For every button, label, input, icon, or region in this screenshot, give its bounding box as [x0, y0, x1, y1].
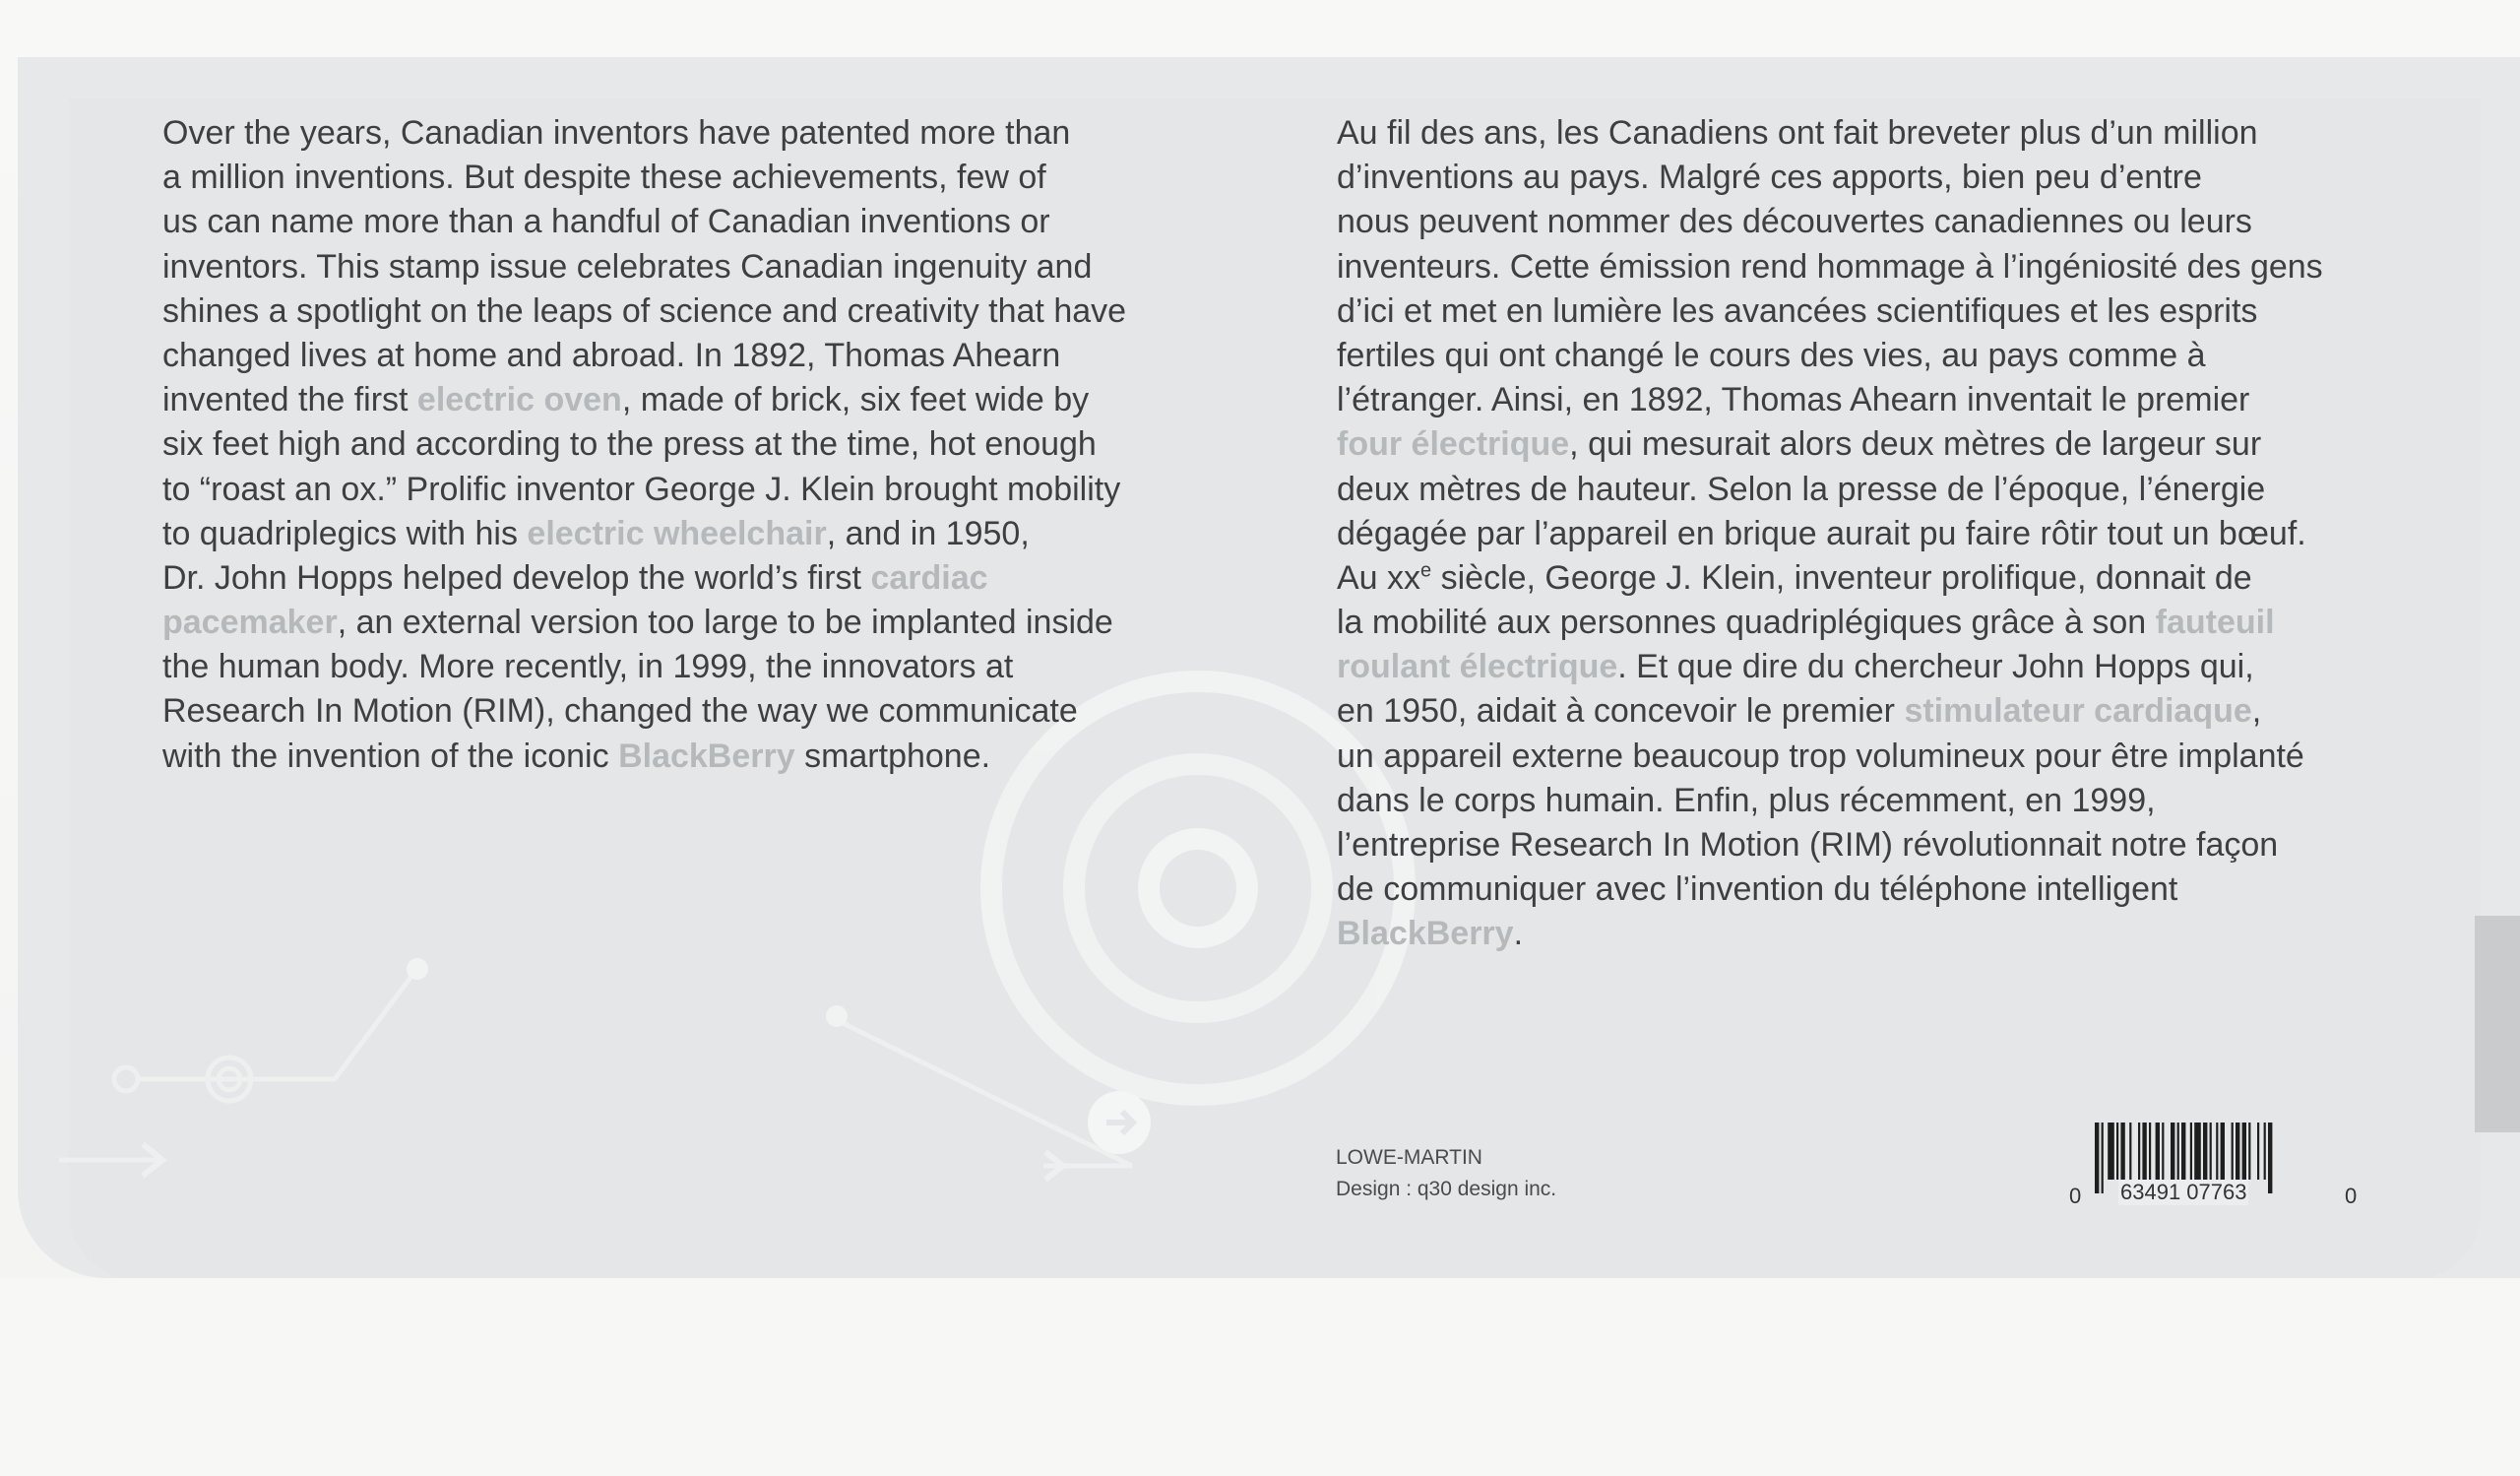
barcode-bar — [2181, 1123, 2185, 1180]
text-segment: Dr. John Hopps helped develop the world’s first — [162, 558, 871, 597]
text-segment: , — [2251, 692, 2262, 731]
highlighted-term: BlackBerry — [1337, 915, 1514, 953]
text-segment: dans le corps humain. Enfin, plus récemment, en 1999, — [1337, 781, 2156, 819]
french-line — [1337, 867, 2323, 912]
barcode-bar — [2156, 1123, 2160, 1180]
barcode-bar — [2177, 1123, 2179, 1180]
text-segment: la mobilité aux personnes quadriplégiques grâce à son — [1337, 604, 2156, 642]
barcode-bar — [2108, 1123, 2114, 1180]
circuit-node-icon — [407, 958, 428, 980]
barcode-bar — [2102, 1123, 2104, 1193]
text-segment: invented the first — [162, 381, 417, 419]
barcode-bar — [2221, 1123, 2225, 1180]
barcode-bar — [2149, 1123, 2151, 1180]
french-line — [1337, 601, 2323, 645]
barcode-right-digit: 0 — [2345, 1184, 2358, 1208]
barcode-bar — [2248, 1123, 2250, 1180]
french-line — [1337, 245, 2323, 289]
english-line — [162, 378, 1126, 422]
barcode-bar — [2171, 1123, 2174, 1180]
highlighted-term: BlackBerry — [618, 737, 795, 775]
french-line — [1337, 735, 2323, 779]
text-segment: , and in 1950, — [826, 514, 1030, 552]
french-line — [1337, 689, 2323, 734]
barcode-bar — [2142, 1123, 2146, 1180]
highlighted-term: four électrique — [1337, 425, 1570, 464]
english-line — [162, 689, 1126, 734]
barcode-bar — [2129, 1123, 2131, 1180]
text-segment: changed lives at home and abroad. In 1892, Thomas Ahearn — [162, 336, 1061, 374]
highlighted-term: fauteuil — [2155, 604, 2275, 642]
text-segment: en 1950, aidait à concevoir le premier — [1337, 692, 1905, 731]
french-line — [1337, 111, 2323, 156]
barcode-bar — [2138, 1123, 2140, 1180]
barcode — [2067, 1123, 2358, 1211]
text-segment: the human body. More recently, in 1999, the innovators at — [162, 648, 1014, 686]
barcode-bar — [2242, 1123, 2246, 1180]
barcode-bar — [2116, 1123, 2118, 1180]
english-line — [162, 468, 1126, 512]
text-segment: to “roast an ox.” Prolific inventor George J. Klein brought mobility — [162, 470, 1121, 508]
text-segment: six feet high and according to the press at the time, hot enough — [162, 425, 1097, 464]
printer-credit: LOWE-MARTIN — [1336, 1146, 1482, 1169]
circuit-line — [138, 971, 415, 1079]
french-line — [1337, 556, 2323, 601]
text-segment: l’étranger. Ainsi, en 1892, Thomas Ahearn inventait le premier — [1337, 381, 2250, 419]
barcode-bar — [2210, 1123, 2212, 1180]
french-line — [1337, 334, 2323, 378]
text-segment: with the invention of the iconic — [162, 737, 619, 775]
text-segment: Au xx — [1337, 558, 1421, 597]
english-line — [162, 512, 1126, 556]
french-line — [1337, 645, 2323, 689]
text-segment: shines a spotlight on the leaps of science and creativity that have — [162, 291, 1127, 330]
english-line — [162, 334, 1126, 378]
target-ring-inner — [1149, 839, 1247, 937]
english-line — [162, 556, 1126, 601]
text-segment: , qui mesurait alors deux mètres de largeur sur — [1569, 425, 2262, 464]
text-segment: . — [1513, 915, 1524, 953]
french-line — [1337, 779, 2323, 823]
french-line — [1337, 823, 2323, 867]
text-segment: deux mètres de hauteur. Selon la presse de l’époque, l’énergie — [1337, 470, 2266, 508]
highlighted-term: stimulateur cardiaque — [1904, 692, 2252, 731]
english-line — [162, 245, 1126, 289]
text-segment: siècle, George J. Klein, inventeur prolifique, donnait de — [1431, 558, 2252, 597]
text-segment: , an external version too large to be implanted inside — [337, 604, 1113, 642]
french-line — [1337, 468, 2323, 512]
french-line — [1337, 289, 2323, 334]
english-line — [162, 422, 1126, 467]
text-segment: , made of brick, six feet wide by — [621, 381, 1090, 419]
text-segment: Au fil des ans, les Canadiens ont fait breveter plus d’un million — [1337, 114, 2258, 152]
english-line — [162, 156, 1126, 200]
barcode-bar — [2257, 1123, 2259, 1180]
text-segment: l’entreprise Research In Motion (RIM) révolutionnait notre façon — [1337, 826, 2279, 864]
circuit-node-icon — [114, 1067, 138, 1091]
text-segment: Over the years, Canadian inventors have patented more than — [162, 114, 1071, 152]
highlighted-term: electric wheelchair — [527, 514, 827, 552]
barcode-bar — [2216, 1123, 2218, 1180]
french-line — [1337, 200, 2323, 244]
barcode-bar — [2194, 1123, 2201, 1180]
text-segment: de communiquer avec l’invention du téléphone intelligent — [1337, 870, 2178, 909]
barcode-bar — [2120, 1123, 2124, 1180]
text-segment: smartphone. — [794, 737, 991, 775]
barcode-bar — [2162, 1123, 2164, 1180]
circuit-line — [837, 1020, 1132, 1166]
text-segment: fertiles qui ont changé le cours des vies, au pays comme à — [1337, 336, 2206, 374]
barcode-bar — [2264, 1123, 2266, 1180]
french-line — [1337, 512, 2323, 556]
text-segment: dégagée par l’appareil en brique aurait pu faire rôtir tout un bœuf. — [1337, 514, 2306, 552]
credits — [1336, 1142, 1556, 1205]
english-line — [162, 200, 1126, 244]
barcode-bar — [2203, 1123, 2207, 1180]
text-segment: d’ici et met en lumière les avancées scientifiques et les esprits — [1337, 291, 2258, 330]
text-segment: inventors. This stamp issue celebrates Canadian ingenuity and — [162, 247, 1093, 286]
highlighted-term: pacemaker — [162, 604, 338, 642]
text-segment: d’inventions au pays. Malgré ces apports, bien peu d’entre — [1337, 159, 2202, 197]
english-line — [162, 735, 1126, 779]
english-line — [162, 645, 1126, 689]
french-line — [1337, 912, 2323, 956]
english-line — [162, 289, 1126, 334]
text-segment: e — [1420, 559, 1432, 582]
barcode-bar — [2268, 1123, 2272, 1193]
target-ring-middle — [1074, 764, 1322, 1012]
text-segment: us can name more than a handful of Canadian inventions or — [162, 203, 1050, 241]
design-credit: Design : q30 design inc. — [1336, 1178, 1557, 1200]
text-segment: un appareil externe beaucoup trop volumineux pour être implanté — [1337, 737, 2304, 775]
text-segment: . Et que dire du chercheur John Hopps qui, — [1617, 648, 2254, 686]
english-line — [162, 111, 1126, 156]
text-segment: to quadriplegics with his — [162, 514, 528, 552]
barcode-bar — [2232, 1123, 2234, 1180]
french-line — [1337, 422, 2323, 467]
barcode-left-digit: 0 — [2069, 1184, 2082, 1208]
barcode-bar — [2236, 1123, 2239, 1180]
barcode-digits: 63491 07763 — [2120, 1180, 2247, 1204]
highlighted-term: roulant électrique — [1337, 648, 1618, 686]
french-text-block — [1337, 111, 2323, 957]
text-segment: Research In Motion (RIM), changed the way we communicate — [162, 692, 1078, 731]
text-segment: nous peuvent nommer des découvertes canadiennes ou leurs — [1337, 203, 2252, 241]
english-text-block — [162, 111, 1126, 779]
french-line — [1337, 378, 2323, 422]
text-segment: a million inventions. But despite these achievements, few of — [162, 159, 1046, 197]
french-line — [1337, 156, 2323, 200]
highlighted-term: electric oven — [416, 381, 622, 419]
english-line — [162, 601, 1126, 645]
barcode-bar — [2095, 1123, 2099, 1193]
circuit-node-icon — [826, 1005, 848, 1027]
highlighted-term: cardiac — [870, 558, 988, 597]
text-segment: inventeurs. Cette émission rend hommage à l’ingéniosité des gens — [1337, 247, 2323, 286]
